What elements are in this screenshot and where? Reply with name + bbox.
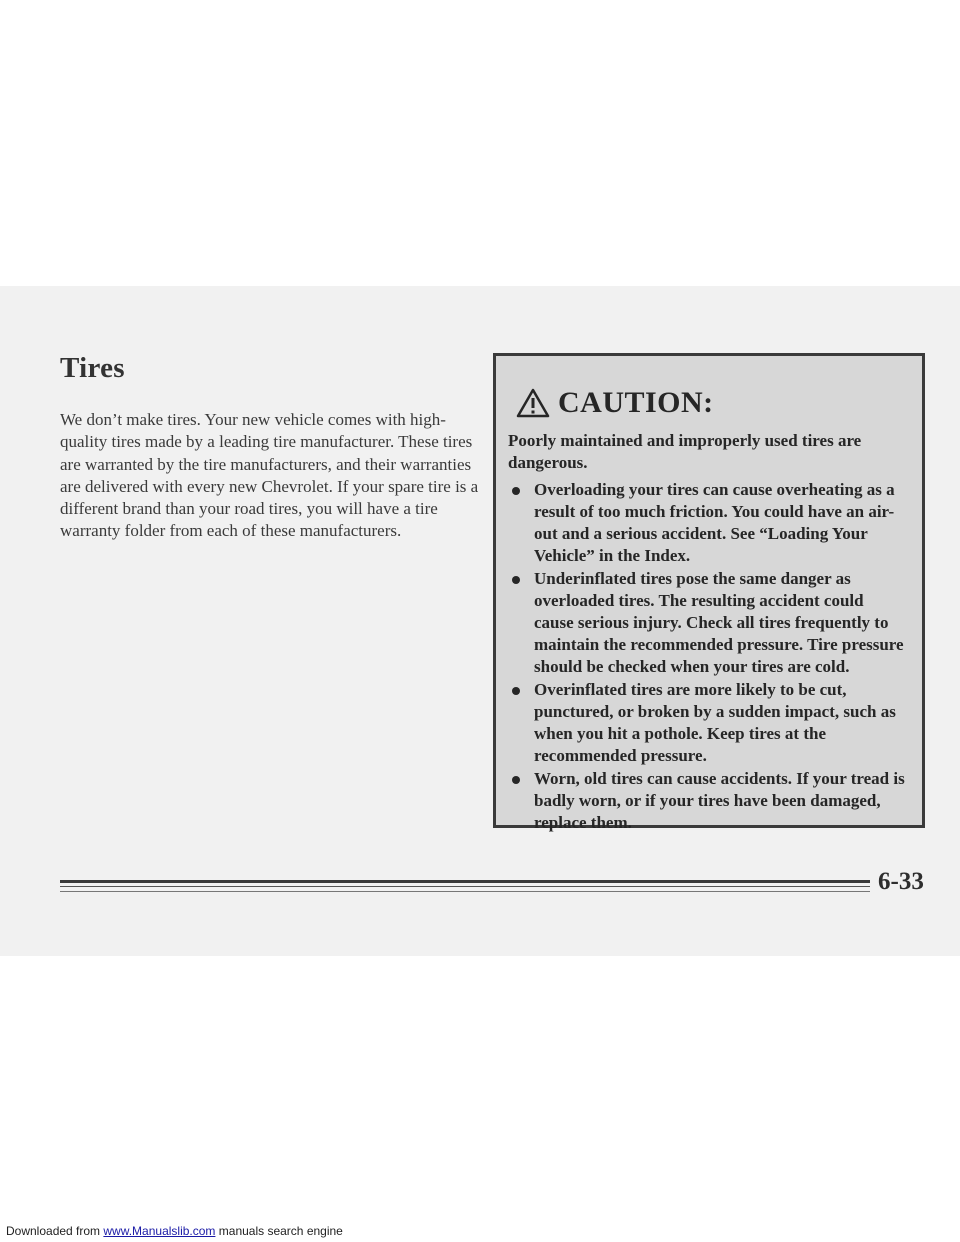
caution-item <box>508 479 906 567</box>
caution-item-text: Underinflated tires pose the same danger as overloaded tires. The resulting accident could cause serious injury. Check all tires frequently to maintain the recommended pressure. Tire pressure should be checked when your tires are cold. <box>534 569 904 676</box>
download-footer <box>6 1224 343 1238</box>
warning-triangle-icon <box>516 388 550 418</box>
caution-item <box>508 768 906 834</box>
footer-rule-thick <box>60 880 870 883</box>
caution-item <box>508 568 906 678</box>
tires-paragraph: We don’t make tires. Your new vehicle comes with high-quality tires made by a leading tire manufacturer. These tires are warranted by the tire manufacturers, and their warranties are delivered with every new Chevrolet. If your spare tire is a different brand than your road tires, you will have a tire warranty folder from each of these manufacturers. <box>60 410 479 541</box>
bullet-icon <box>512 487 520 495</box>
footer-rule-thin <box>60 886 870 887</box>
caution-list <box>508 479 906 834</box>
section-title: Tires <box>60 352 125 384</box>
bullet-icon <box>512 687 520 695</box>
manualslib-link[interactable]: www.Manualslib.com <box>103 1224 216 1238</box>
caution-item-text: Overinflated tires are more likely to be cut, punctured, or broken by a sudden impact, such as when you hit a pothole. Keep tires at the recommended pressure. <box>534 680 896 765</box>
bullet-icon <box>512 776 520 784</box>
footer-suffix: manuals search engine <box>215 1224 343 1238</box>
page-number: 6-33 <box>878 868 924 895</box>
caution-item-text: Overloading your tires can cause overheating as a result of too much friction. You could have an air-out and a serious accident. See “Loading Your Vehicle” in the Index. <box>534 480 895 565</box>
bullet-icon <box>512 576 520 584</box>
caution-title: CAUTION: <box>558 386 714 419</box>
caution-item-text: Worn, old tires can cause accidents. If your tread is badly worn, or if your tires have been damaged, replace them. <box>534 769 905 832</box>
caution-header <box>516 386 906 420</box>
footer-prefix: Downloaded from <box>6 1224 104 1238</box>
footer-rule-thin <box>60 891 870 892</box>
caution-box <box>493 353 925 832</box>
caution-item <box>508 679 906 767</box>
caution-intro: Poorly maintained and improperly used tires are dangerous. <box>508 431 862 472</box>
